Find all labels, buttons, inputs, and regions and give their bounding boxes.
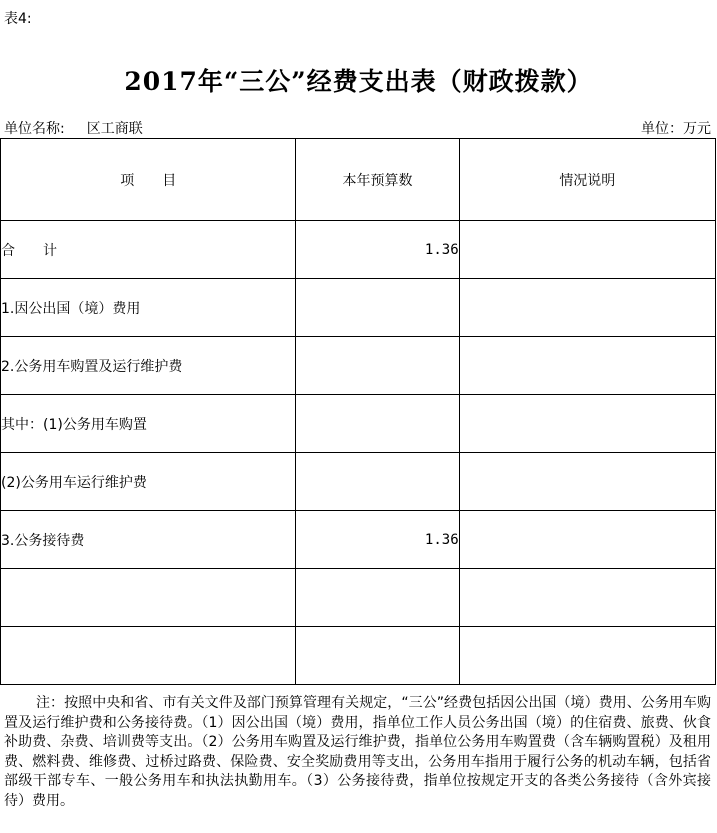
row-remarks xyxy=(459,511,715,569)
row-budget xyxy=(296,395,459,453)
header-item: 项 目 xyxy=(1,139,296,221)
table-row xyxy=(1,395,716,453)
row-remarks xyxy=(459,279,715,337)
table-row xyxy=(1,569,716,627)
unit-name-row xyxy=(4,118,143,138)
table-row xyxy=(1,511,716,569)
expense-table xyxy=(0,138,716,685)
row-budget: 1.36 xyxy=(296,221,459,279)
row-remarks xyxy=(459,627,715,685)
row-budget: 1.36 xyxy=(296,511,459,569)
unit-name-label: 单位名称: xyxy=(4,121,65,137)
table-row xyxy=(1,453,716,511)
row-label: 2.公务用车购置及运行维护费 xyxy=(1,337,296,395)
row-remarks xyxy=(459,453,715,511)
row-label xyxy=(1,627,296,685)
table-number-label: 表4: xyxy=(4,11,32,27)
row-budget xyxy=(296,627,459,685)
table-row xyxy=(1,627,716,685)
row-remarks xyxy=(459,395,715,453)
page-title: 2017年“三公”经费支出表（财政拨款） xyxy=(124,67,593,96)
row-remarks xyxy=(459,221,715,279)
row-label: 其中：(1)公务用车购置 xyxy=(1,395,296,453)
table-row xyxy=(1,279,716,337)
row-label: (2)公务用车运行维护费 xyxy=(1,453,296,511)
header-budget: 本年预算数 xyxy=(296,139,459,221)
row-budget xyxy=(296,569,459,627)
row-label: 合 计 xyxy=(1,221,296,279)
header-remarks: 情况说明 xyxy=(459,139,715,221)
row-label: 3.公务接待费 xyxy=(1,511,296,569)
footnote: 注：按照中央和省、市有关文件及部门预算管理有关规定，“三公”经费包括因公出国（境）费用、公务用车购置及运行维护费和公务接待费。（1）因公出国（境）费用，指单位工作人员公务出国（境）的住宿费、旅费、伙食补助费、杂费、培训费等支出。（2）公务用车购置及运行维护费，指单位公务用车购置费（含车辆购置税）及租用费、燃料费、维修费、过桥过路费、保险费、安全奖励费用等支出，公务用车指用于履行公务的机动车辆，包括省部级干部专车、一般公务用车和执法执勤用车。（3）公务接待费，指单位按规定开支的各类公务接待（含外宾接待）费用。 xyxy=(4,695,711,809)
currency-unit-label: 单位：万元 xyxy=(641,121,711,137)
row-remarks xyxy=(459,337,715,395)
row-budget xyxy=(296,337,459,395)
table-row xyxy=(1,337,716,395)
row-label: 1.因公出国（境）费用 xyxy=(1,279,296,337)
row-budget xyxy=(296,279,459,337)
row-label xyxy=(1,569,296,627)
row-remarks xyxy=(459,569,715,627)
unit-name-value: 区工商联 xyxy=(86,121,143,137)
table-row xyxy=(1,221,716,279)
row-budget xyxy=(296,453,459,511)
table-header-row xyxy=(1,139,716,221)
